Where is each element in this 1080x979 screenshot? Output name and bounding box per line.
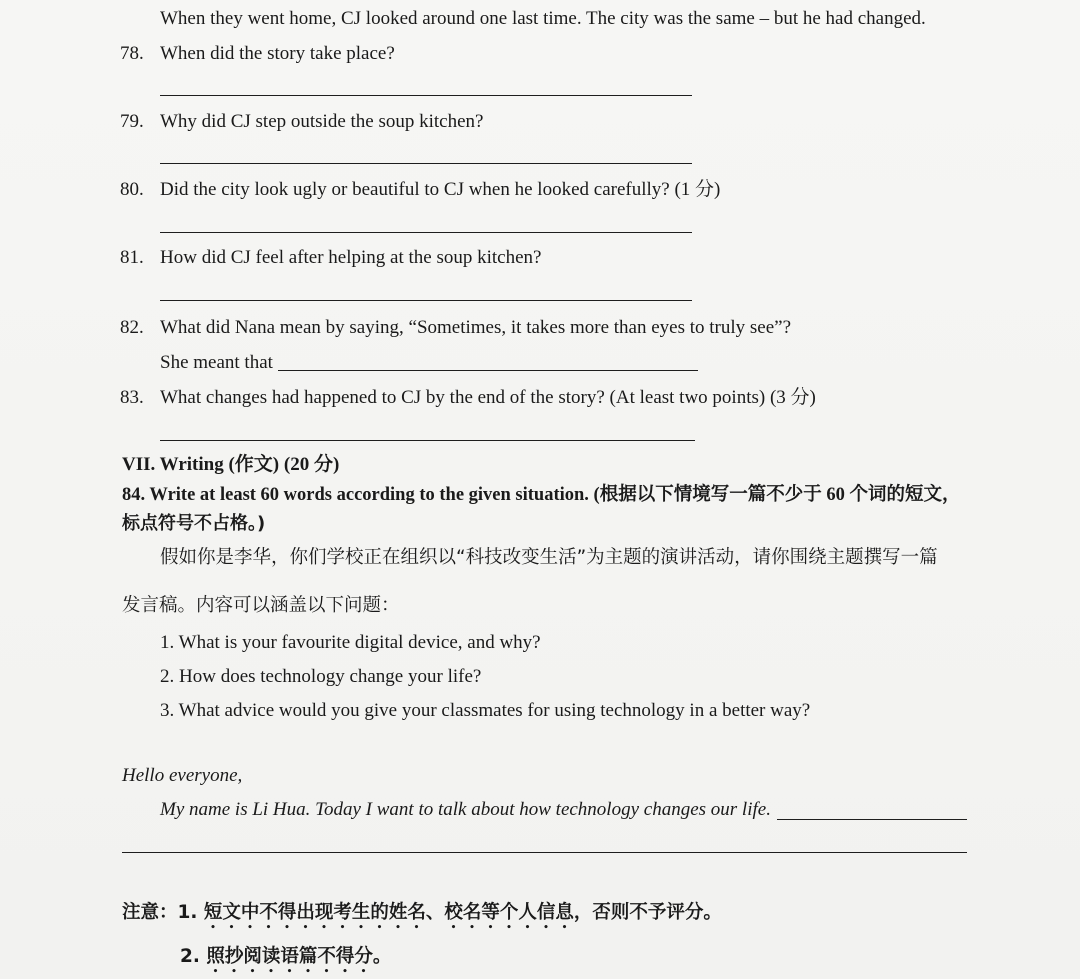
essay-answer-line-1[interactable]	[777, 819, 967, 820]
question-81-text: How did CJ feel after helping at the soup kitchen?	[160, 247, 542, 268]
notes-label: 注意：	[122, 902, 178, 923]
question-number: 81.	[120, 247, 144, 268]
question-number: 80.	[120, 179, 144, 200]
writing-task-line-2: 标点符号不占格。)	[122, 513, 266, 534]
question-80-text: Did the city look ugly or beautiful to CJ when he looked carefully? (1 分)	[160, 179, 721, 200]
answer-line-83[interactable]	[160, 440, 695, 441]
answer-line-80[interactable]	[160, 232, 692, 233]
question-79-text: Why did CJ step outside the soup kitchen?	[160, 111, 484, 132]
question-82-prompt: She meant that	[160, 352, 273, 373]
answer-line-78[interactable]	[160, 95, 692, 96]
passage-last-line: When they went home, CJ looked around one last time. The city was the same – but he had changed.	[160, 8, 926, 29]
writing-section-title: VII. Writing (作文) (20 分)	[122, 454, 340, 475]
answer-line-82[interactable]	[278, 370, 698, 371]
writing-point-3: 3. What advice would you give your classmates for using technology in a better way?	[160, 700, 811, 721]
question-78-text: When did the story take place?	[160, 43, 395, 64]
question-number: 82.	[120, 317, 144, 338]
answer-line-81[interactable]	[160, 300, 692, 301]
notes-item-1-number: 1.	[177, 902, 204, 923]
notes-item-1-dotted: 短文中不得出现考生的姓名、校名等个人信息	[203, 902, 574, 923]
question-number: 79.	[120, 111, 144, 132]
notes-item-1	[122, 901, 722, 933]
notes-item-2-number: 2.	[180, 946, 207, 967]
notes-item-1-suffix: ，否则不予评分。	[573, 902, 722, 923]
notes-item-2-dotted: 照抄阅读语篇不得分	[206, 946, 373, 967]
notes-item-2	[180, 945, 391, 977]
notes-item-2-suffix: 。	[372, 946, 392, 967]
question-number: 78.	[120, 43, 144, 64]
essay-greeting: Hello everyone,	[122, 765, 243, 786]
writing-point-2: 2. How does technology change your life?	[160, 666, 482, 687]
writing-situation-line-2: 发言稿。内容可以涵盖以下问题：	[122, 595, 400, 616]
writing-task-line-1: 84. Write at least 60 words according to the given situation. (根据以下情境写一篇不少于 60 个词的短文，	[122, 485, 961, 505]
essay-answer-line-2[interactable]	[122, 852, 967, 853]
writing-situation-line-1: 假如你是李华，你们学校正在组织以“科技改变生活”为主题的演讲活动，请你围绕主题撰写一篇	[160, 547, 938, 568]
question-number: 83.	[120, 387, 144, 408]
writing-point-1: 1. What is your favourite digital device, and why?	[160, 632, 541, 653]
answer-line-79[interactable]	[160, 163, 692, 164]
question-83-text: What changes had happened to CJ by the end of the story? (At least two points) (3 分)	[160, 387, 816, 408]
question-82-text: What did Nana mean by saying, “Sometimes, it takes more than eyes to truly see”?	[160, 317, 792, 338]
essay-opening: My name is Li Hua. Today I want to talk about how technology changes our life.	[160, 799, 771, 820]
